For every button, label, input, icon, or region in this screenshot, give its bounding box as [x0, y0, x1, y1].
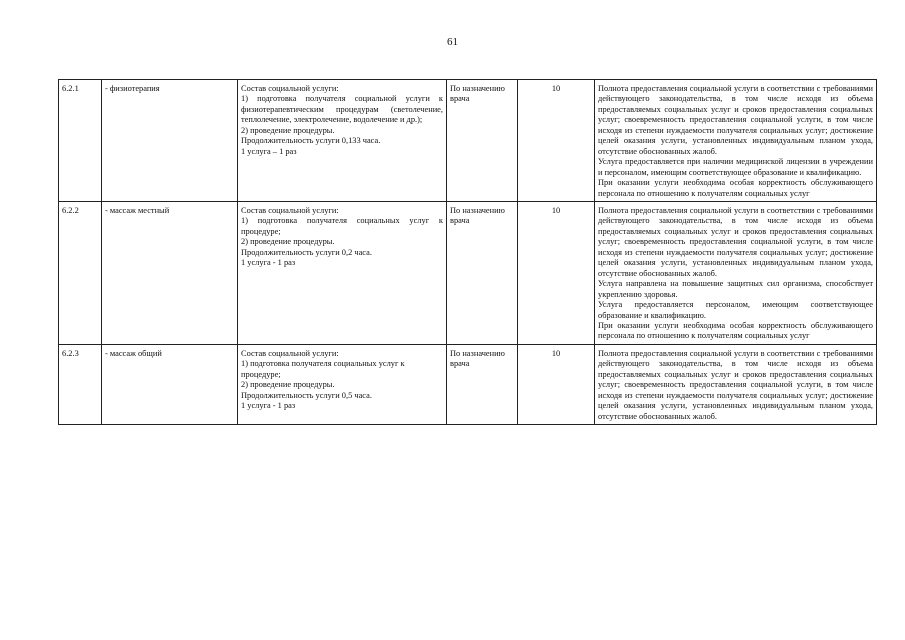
table-row — [59, 80, 877, 202]
description-line: Продолжительность услуги 0,133 часа. — [241, 136, 381, 146]
quality-paragraph: Полнота предоставления социальной услуги в соответствии с требованиями действующего законодательства, в том числе исходя из объема предоставляемых социальных услуг и сроков предоставления социальных услуг; своевременность предоставления социальной услуги, в том числе исходя из степени нуждаемости получателя социальных услуг; достижение целей оказания услуги, установленных индивидуальным планом ухода, отсутствие обоснованных жалоб. — [598, 348, 873, 421]
description-line: Продолжительность услуги 0,5 часа. — [241, 390, 372, 400]
table-row — [59, 344, 877, 424]
service-number: 6.2.3 — [59, 344, 102, 424]
table-row — [59, 201, 877, 344]
service-description — [238, 344, 447, 424]
service-number: 6.2.1 — [59, 80, 102, 202]
service-number: 6.2.2 — [59, 201, 102, 344]
quality-paragraph: Услуга предоставляется при наличии медицинской лицензии в учреждении и персоналом, имеющим соответствующее образование и квалификацию. — [598, 157, 873, 177]
service-quality — [595, 201, 877, 344]
service-description — [238, 201, 447, 344]
page-number: 61 — [447, 36, 458, 48]
description-line: 1) подготовка получателя социальных услуг к процедуре; — [241, 359, 405, 379]
service-count: 10 — [518, 201, 595, 344]
service-count: 10 — [518, 344, 595, 424]
service-description — [238, 80, 447, 202]
service-quality — [595, 80, 877, 202]
service-name: - массаж общий — [102, 344, 238, 424]
description-line: Состав социальной услуги: — [241, 84, 339, 93]
quality-paragraph: Полнота предоставления социальной услуги в соответствии с требованиями действующего законодательства, в том числе исходя из объема предоставляемых социальных услуг и сроков предоставления социальных услуг; своевременность предоставления социальной услуги, в том числе исходя из степени нуждаемости получателя социальных услуг; достижение целей оказания услуги, установленных индивидуальным планом ухода, отсутствие обоснованных жалоб. — [598, 205, 873, 278]
description-line: 2) проведение процедуры. — [241, 237, 335, 247]
quality-paragraph: Услуга предоставляется персоналом, имеющим соответствующее образование и квалификацию. — [598, 300, 873, 320]
description-line: 1 услуга - 1 раз — [241, 401, 296, 411]
service-quality — [595, 344, 877, 424]
description-line: Состав социальной услуги: — [241, 205, 339, 215]
service-condition: По назначению врача — [447, 80, 518, 202]
description-line: Состав социальной услуги: — [241, 348, 339, 358]
service-name: - физиотерапия — [102, 80, 238, 202]
description-line: 1) подготовка получателя социальной услуги к физиотерапевтическим процедурам (светолечение, теплолечение, электролечение, водолечение и др.); — [241, 94, 443, 125]
description-line: 2) проведение процедуры. — [241, 125, 335, 135]
quality-paragraph: Услуга направлена на повышение защитных сил организма, способствует укреплению здоровья. — [598, 279, 873, 299]
quality-paragraph: При оказании услуги необходима особая корректность обслуживающего персонала по отношению к получателям социальных услуг — [598, 178, 873, 198]
service-count: 10 — [518, 80, 595, 202]
quality-paragraph: Полнота предоставления социальной услуги в соответствии с требованиями действующего законодательства, в том числе исходя из объема предоставляемых социальных услуг и сроков предоставления социальных услуг; своевременность предоставления социальной услуги, в том числе исходя из степени нуждаемости получателя социальных услуг; достижение целей оказания услуги, установленных индивидуальным планом ухода, отсутствие обоснованных жалоб. — [598, 84, 873, 156]
services-table — [58, 79, 877, 425]
description-line: 2) проведение процедуры. — [241, 380, 335, 390]
description-line: 1) подготовка получателя социальных услуг к процедуре; — [241, 216, 443, 236]
service-condition: По назначению врача — [447, 201, 518, 344]
description-line: Продолжительность услуги 0,2 часа. — [241, 247, 372, 257]
service-condition: По назначению врача — [447, 344, 518, 424]
service-name: - массаж местный — [102, 201, 238, 344]
description-line: 1 услуга – 1 раз — [241, 146, 297, 156]
description-line: 1 услуга - 1 раз — [241, 258, 296, 268]
quality-paragraph: При оказании услуги необходима особая корректность обслуживающего персонала по отношению к получателям социальных услуг — [598, 320, 873, 341]
